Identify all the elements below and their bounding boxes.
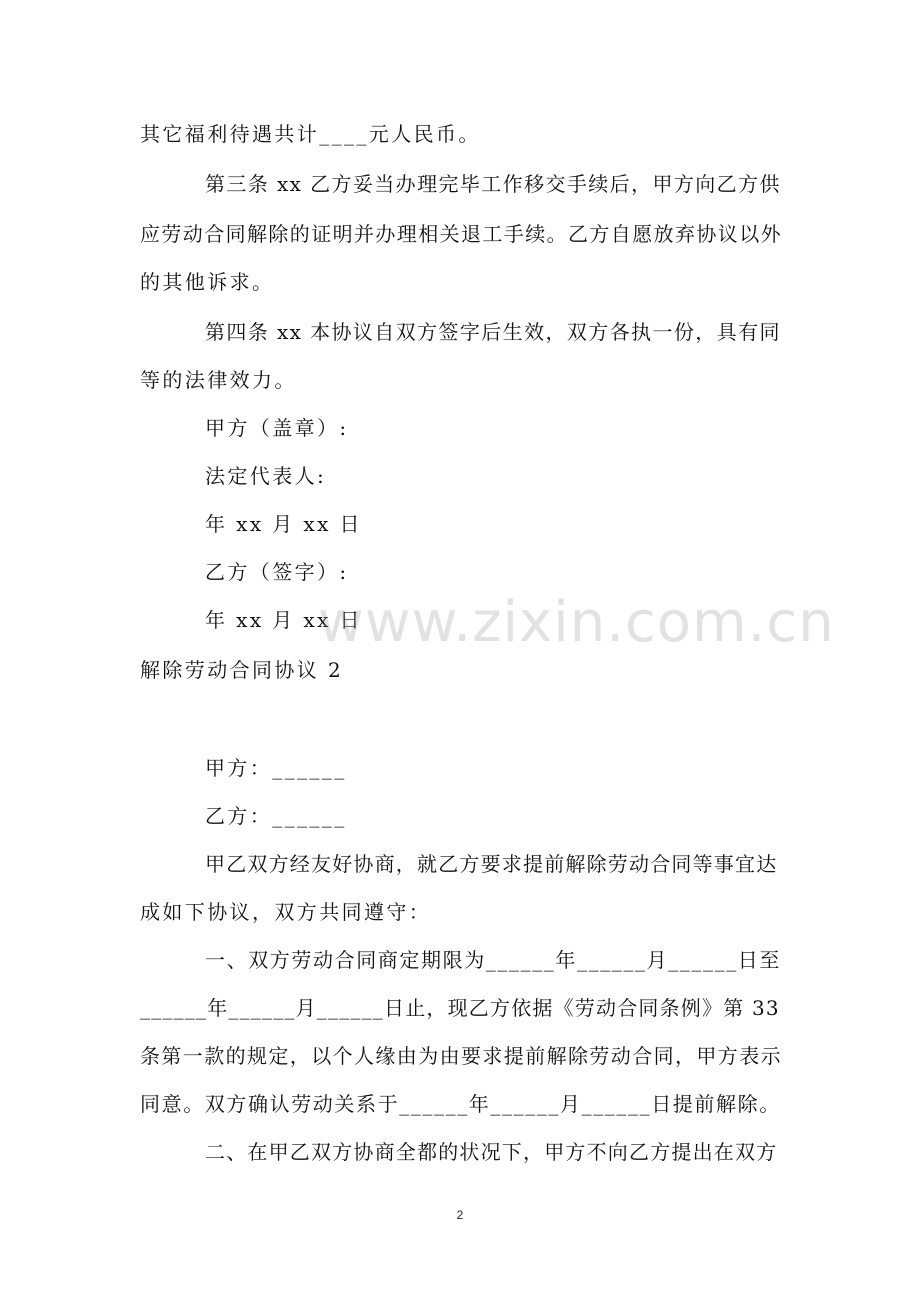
watermark: www.zixin.com.cn (318, 590, 835, 655)
section-title: 解除劳动合同协议 2 (140, 658, 344, 682)
party-line: 甲方：______ (205, 756, 347, 780)
paragraph-line: 条第一款的规定，以个人缘由为由要求提前解除劳动合同，甲方表示 (140, 1044, 782, 1068)
paragraph-line: 同意。双方确认劳动关系于______年______月______日提前解除。 (140, 1092, 781, 1116)
paragraph-line: 一、双方劳动合同商定期限为______年______月______日至 (205, 948, 781, 972)
paragraph-line: 第四条 xx 本协议自双方签字后生效，双方各执一份，具有同 (205, 320, 781, 344)
paragraph-line: 成如下协议，双方共同遵守： (140, 900, 432, 924)
signature-line: 乙方（签字）: (205, 560, 349, 584)
date-line: 年 xx 月 xx 日 (205, 512, 362, 536)
signature-line: 甲方（盖章）: (205, 416, 349, 440)
paragraph-line: 等的法律效力。 (140, 368, 297, 392)
page-number: 2 (456, 1208, 464, 1222)
paragraph-line: 二、在甲乙双方协商全都的状况下，甲方不向乙方提出在双方 (205, 1140, 778, 1164)
party-line: 乙方：______ (205, 804, 347, 828)
signature-line: 法定代表人: (205, 464, 327, 488)
paragraph-line: ______年______月______日止，现乙方依据《劳动合同条例》第 33 (140, 996, 780, 1020)
paragraph-line: 的其他诉求。 (140, 270, 275, 294)
date-line: 年 xx 月 xx 日 (205, 608, 362, 632)
paragraph-line: 第三条 xx 乙方妥当办理完毕工作移交手续后，甲方向乙方供 (205, 172, 781, 196)
paragraph-line: 甲乙双方经友好协商，就乙方要求提前解除劳动合同等事宜达 (205, 852, 778, 876)
paragraph-line: 其它福利待遇共计____元人民币。 (140, 122, 481, 146)
paragraph-line: 应劳动合同解除的证明并办理相关退工手续。乙方自愿放弃协议以外 (140, 222, 782, 246)
